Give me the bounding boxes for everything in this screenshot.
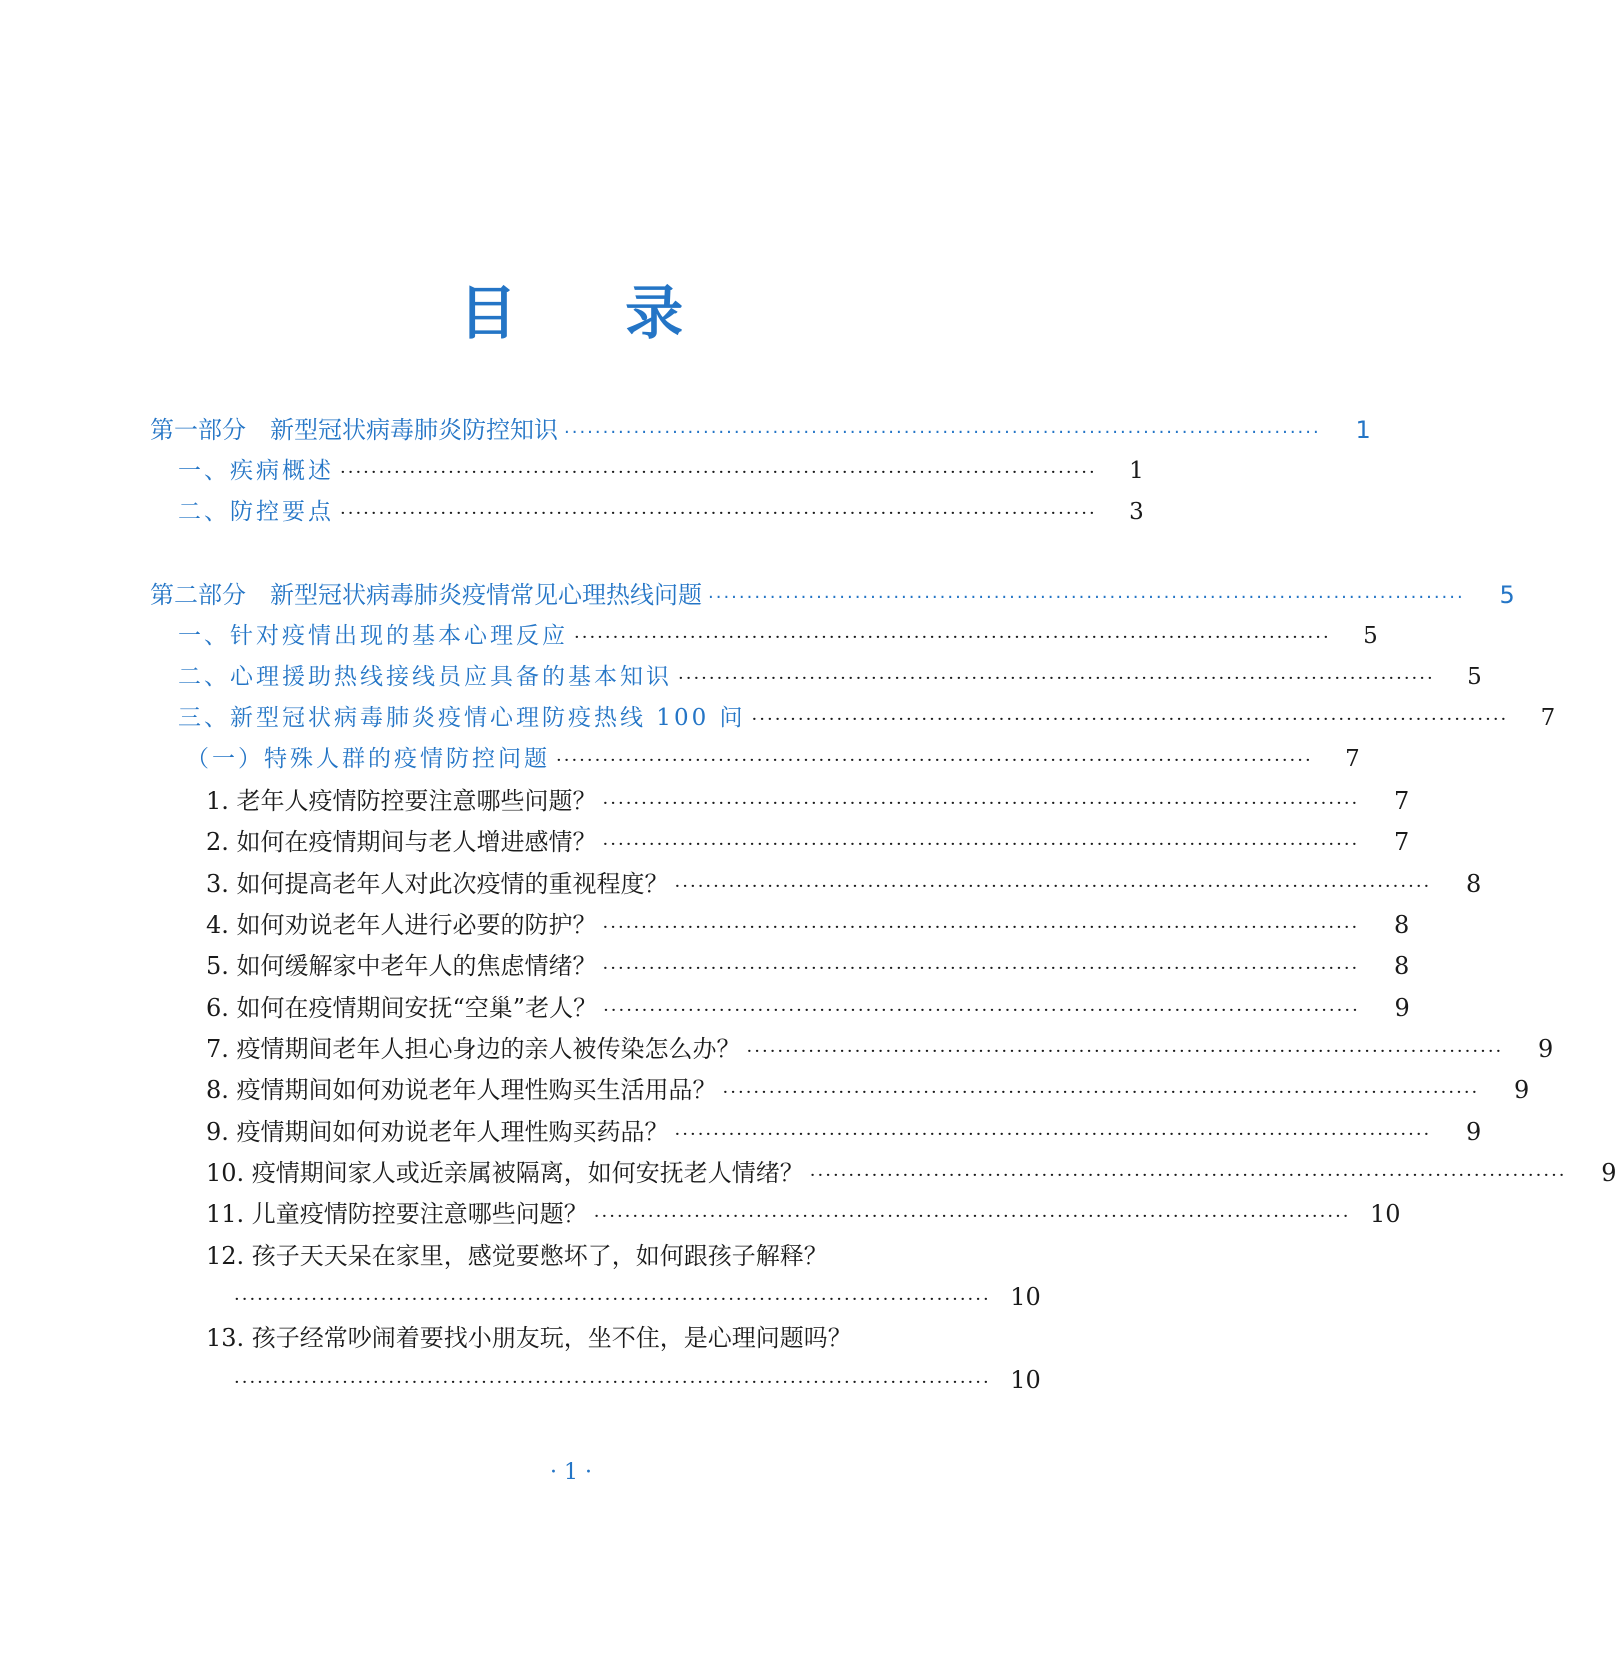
- leader-dots: ··································································································: [708, 587, 1465, 608]
- toc-subsection-label: （一）特殊人群的疫情防控问题: [186, 746, 550, 772]
- toc-section[interactable]: [178, 700, 1559, 736]
- toc-question-wrapped-label[interactable]: 13. 孩子经常吵闹着要找小朋友玩，坐不住，是心理问题吗？: [206, 1324, 852, 1352]
- toc-question[interactable]: [206, 948, 1410, 984]
- toc-question[interactable]: [206, 866, 1482, 902]
- toc-question-page: 10: [1010, 1283, 1041, 1311]
- toc-question-page: 9: [1601, 1159, 1617, 1187]
- leader-dots: ··································································································: [809, 1165, 1567, 1186]
- toc-question-page: 10: [1369, 1200, 1401, 1228]
- toc-question-wrapped-label[interactable]: 12. 孩子天天呆在家里，感觉要憋坏了，如何跟孩子解释？: [206, 1242, 828, 1270]
- leader-dots: ··································································································: [234, 1372, 991, 1393]
- toc-question-label: 3. 如何提高老年人对此次疫情的重视程度？: [206, 870, 669, 898]
- toc-question[interactable]: [206, 1155, 1617, 1191]
- leader-dots: ··································································································: [674, 1124, 1432, 1145]
- toc-question-label: 1. 老年人疫情防控要注意哪些问题？: [206, 787, 597, 815]
- toc-section-page: 7: [1540, 705, 1559, 731]
- toc-section-label: 二、心理援助热线接线员应具备的基本知识: [178, 664, 672, 690]
- toc-question[interactable]: [206, 907, 1410, 943]
- toc-question[interactable]: [206, 1114, 1482, 1150]
- leader-dots: ··································································································: [678, 668, 1435, 689]
- leader-dots: ··································································································: [602, 958, 1360, 979]
- leader-dots: ··································································································: [602, 793, 1360, 814]
- toc-question-page: 9: [1537, 1035, 1554, 1063]
- toc-section-label: 一、疾病概述: [178, 458, 334, 484]
- toc-subsection[interactable]: [186, 741, 1363, 777]
- toc-question-page: 10: [1010, 1366, 1041, 1394]
- toc-part-2[interactable]: [150, 577, 1515, 613]
- leader-dots: ··································································································: [602, 917, 1360, 938]
- leader-dots: ··································································································: [574, 627, 1331, 648]
- toc-section-page: 5: [1363, 623, 1381, 649]
- toc-part-1-page: 1: [1355, 416, 1371, 444]
- toc-section-label: 一、针对疫情出现的基本心理反应: [178, 623, 568, 649]
- leader-dots: ··································································································: [674, 876, 1432, 897]
- toc-question-page: 8: [1393, 911, 1410, 939]
- leader-dots: ··································································································: [602, 834, 1360, 855]
- leader-dots: ··································································································: [722, 1082, 1480, 1103]
- toc-question-continuation[interactable]: [234, 1279, 1041, 1315]
- toc-question-label: 10. 疫情期间家人或近亲属被隔离，如何安抚老人情绪？: [206, 1159, 804, 1187]
- toc-question-page: 9: [1465, 1118, 1482, 1146]
- toc-subsection-page: 7: [1345, 746, 1363, 772]
- toc-section-page: 5: [1467, 664, 1485, 690]
- toc-question-label: 5. 如何缓解家中老年人的焦虑情绪？: [206, 952, 597, 980]
- toc-question[interactable]: [206, 1196, 1401, 1232]
- toc-question-label: 4. 如何劝说老年人进行必要的防护？: [206, 911, 597, 939]
- toc-question-label: 9. 疫情期间如何劝说老年人理性购买药品？: [206, 1118, 669, 1146]
- leader-dots: ··································································································: [746, 1041, 1504, 1062]
- toc-question[interactable]: [206, 990, 1410, 1026]
- toc-question[interactable]: [206, 1072, 1530, 1108]
- toc-question-label: 2. 如何在疫情期间与老人增进感情？: [206, 828, 597, 856]
- toc-question[interactable]: [206, 824, 1410, 860]
- leader-dots: ··································································································: [564, 422, 1321, 443]
- toc-question-label: 11. 儿童疫情防控要注意哪些问题？: [206, 1200, 588, 1228]
- toc-question-label: 7. 疫情期间老年人担心身边的亲人被传染怎么办？: [206, 1035, 741, 1063]
- toc-question-label: 6. 如何在疫情期间安抚“空巢”老人？: [206, 994, 598, 1022]
- toc-section[interactable]: [178, 659, 1485, 695]
- leader-dots: ··································································································: [340, 462, 1097, 483]
- page-number-footer: · 1 ·: [550, 1460, 592, 1485]
- toc-section-page: 1: [1129, 458, 1147, 484]
- toc-section-label: 二、防控要点: [178, 499, 334, 525]
- toc-question-continuation[interactable]: [234, 1362, 1041, 1398]
- toc-question-page: 9: [1513, 1076, 1530, 1104]
- leader-dots: ··································································································: [593, 1206, 1351, 1227]
- toc-part-2-page: 5: [1499, 581, 1515, 609]
- leader-dots: ··································································································: [751, 709, 1509, 730]
- toc-question-page: 8: [1393, 952, 1410, 980]
- toc-part-1-label: 第一部分 新型冠状病毒肺炎防控知识: [150, 416, 558, 444]
- page-title: 目 录: [458, 279, 728, 347]
- toc-section[interactable]: [178, 453, 1147, 489]
- toc-section-page: 3: [1129, 499, 1147, 525]
- toc-part-2-label: 第二部分 新型冠状病毒肺炎疫情常见心理热线问题: [150, 581, 702, 609]
- toc-question-label: 8. 疫情期间如何劝说老年人理性购买生活用品？: [206, 1076, 717, 1104]
- toc-question-page: 9: [1394, 994, 1410, 1022]
- leader-dots: ··································································································: [603, 1000, 1360, 1021]
- toc-question[interactable]: [206, 1031, 1554, 1067]
- toc-question-page: 8: [1465, 870, 1482, 898]
- leader-dots: ··································································································: [556, 750, 1313, 771]
- toc-question[interactable]: [206, 783, 1410, 819]
- toc-section-label: 三、新型冠状病毒肺炎疫情心理防疫热线 100 问: [178, 705, 746, 731]
- leader-dots: ··································································································: [340, 503, 1097, 524]
- toc-part-1[interactable]: [150, 412, 1371, 448]
- leader-dots: ··································································································: [234, 1289, 991, 1310]
- toc-question-page: 7: [1393, 787, 1410, 815]
- toc-section[interactable]: [178, 618, 1381, 654]
- toc-question-page: 7: [1393, 828, 1410, 856]
- toc-section[interactable]: [178, 494, 1147, 530]
